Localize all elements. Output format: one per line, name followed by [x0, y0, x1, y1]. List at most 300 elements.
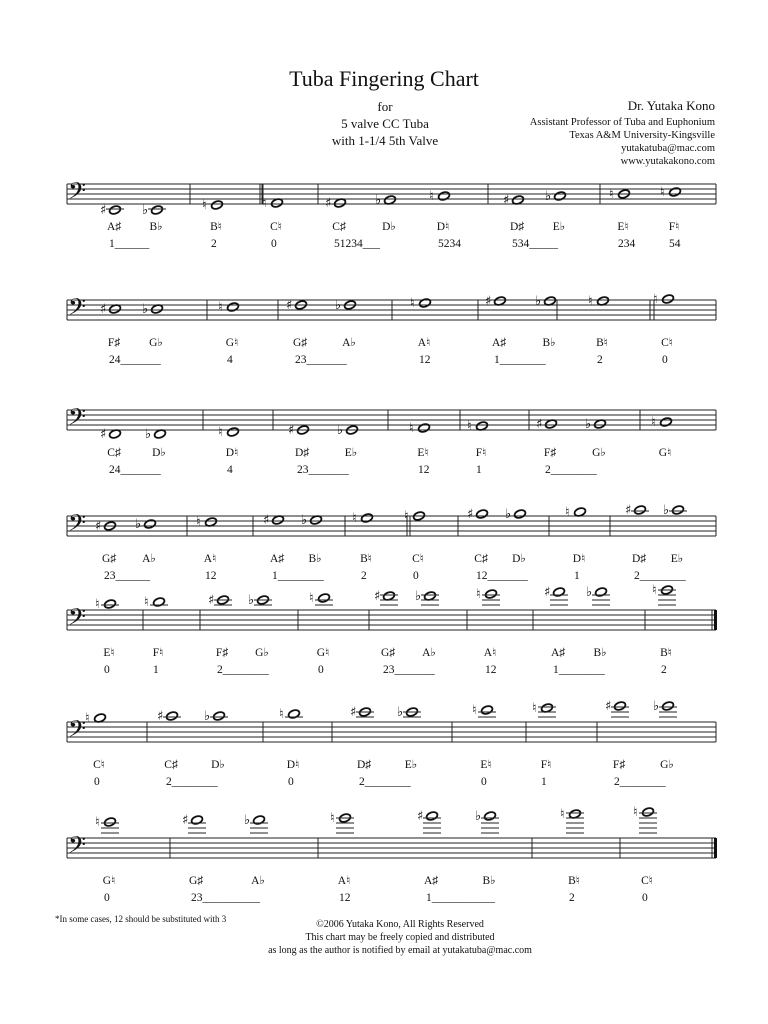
- accidental-icon: ♭: [535, 294, 542, 309]
- note-name: A♭: [251, 875, 265, 887]
- note-name: D♮: [225, 447, 239, 459]
- note-name: B♭: [593, 647, 607, 659]
- fingering: 2: [361, 570, 367, 582]
- notehead: [485, 589, 498, 600]
- fingering: 0: [481, 776, 487, 788]
- note-name: A♯: [550, 647, 566, 659]
- whole-note: [605, 699, 629, 717]
- note-name: E♭: [670, 553, 684, 565]
- note-name: A♯: [491, 337, 507, 349]
- note-name: A♯: [423, 875, 439, 887]
- fingering: 4: [227, 464, 233, 476]
- notehead: [634, 505, 647, 516]
- fingering: 0: [662, 354, 668, 366]
- note-name: D♯: [509, 221, 525, 233]
- fingering: 1___________: [426, 892, 495, 904]
- fingering: 0: [413, 570, 419, 582]
- whole-note: [503, 193, 524, 208]
- accidental-icon: ♮: [95, 815, 100, 830]
- note-name: C♮: [270, 221, 282, 233]
- accidental-icon: ♭: [475, 809, 482, 824]
- accidental-icon: ♮: [409, 421, 414, 436]
- accidental-icon: ♮: [476, 587, 481, 602]
- whole-note: [545, 189, 566, 204]
- note-name: G♯: [101, 553, 117, 565]
- bass-clef-icon: 𝄢: [68, 831, 87, 864]
- whole-note: [144, 595, 168, 610]
- notehead: [166, 711, 179, 722]
- accidental-icon: ♭: [415, 589, 422, 604]
- note-name: F♯: [215, 647, 229, 659]
- note-name: C♯: [474, 553, 488, 565]
- notehead: [151, 205, 164, 216]
- whole-note: [279, 707, 303, 722]
- whole-note: [374, 589, 398, 605]
- notehead: [104, 599, 117, 610]
- whole-note: [415, 589, 439, 605]
- accidental-icon: ♮: [633, 805, 638, 820]
- fingering: 4: [227, 354, 233, 366]
- note-name: G♯: [380, 647, 396, 659]
- subtitle-valve: with 1-1/4 5th Valve: [331, 133, 439, 148]
- accidental-icon: ♯: [263, 513, 270, 528]
- fingering: 2________: [166, 776, 218, 788]
- note-name: F♮: [475, 447, 487, 459]
- whole-note: [588, 294, 609, 309]
- whole-note: [660, 185, 681, 200]
- fingering: 1________: [494, 354, 546, 366]
- whole-note: [95, 815, 119, 833]
- note-name: E♮: [480, 759, 492, 771]
- accidental-icon: ♯: [417, 809, 424, 824]
- accidental-icon: ♮: [660, 185, 665, 200]
- accidental-icon: ♯: [350, 705, 357, 720]
- fingering: 0: [104, 664, 110, 676]
- accidental-icon: ♮: [202, 198, 207, 213]
- note-name: B♭: [149, 221, 163, 233]
- note-name: C♯: [107, 447, 121, 459]
- note-name: G♯: [292, 337, 308, 349]
- whole-note: [142, 203, 166, 218]
- bass-clef-icon: 𝄢: [68, 509, 87, 542]
- note-name: A♮: [203, 553, 217, 565]
- fingering: 2________: [614, 776, 666, 788]
- fingering: 1: [476, 464, 482, 476]
- note-name: C♮: [93, 759, 105, 771]
- accidental-icon: ♮: [429, 189, 434, 204]
- accidental-icon: ♭: [585, 417, 592, 432]
- accidental-icon: ♮: [262, 196, 267, 211]
- notehead: [426, 811, 439, 822]
- note-name: D♭: [512, 553, 526, 565]
- fingering: 2________: [359, 776, 411, 788]
- note-name: F♮: [152, 647, 164, 659]
- fingering: 1: [574, 570, 580, 582]
- notehead: [213, 711, 226, 722]
- notehead: [288, 709, 301, 720]
- accidental-icon: ♭: [663, 503, 670, 518]
- whole-note: [218, 425, 239, 440]
- whole-note: [586, 585, 610, 605]
- notehead: [109, 205, 122, 216]
- accidental-icon: ♯: [485, 294, 492, 309]
- whole-note: [652, 583, 676, 605]
- note-name: F♮: [540, 759, 552, 771]
- fingering: 2________: [634, 570, 686, 582]
- note-name: B♮: [660, 647, 672, 659]
- whole-note: [85, 711, 106, 726]
- accidental-icon: ♮: [651, 415, 656, 430]
- fingering: 534_____: [512, 238, 558, 250]
- fingering: 12_______: [476, 570, 528, 582]
- accidental-icon: ♮: [467, 419, 472, 434]
- notehead: [484, 811, 497, 822]
- accidental-icon: ♯: [286, 298, 293, 313]
- accidental-icon: ♭: [145, 427, 152, 442]
- accidental-icon: ♮: [565, 505, 570, 520]
- whole-note: [330, 811, 354, 833]
- fingering: 12: [419, 354, 431, 366]
- author-email: yutakatuba@mac.com: [621, 143, 715, 154]
- note-name: A♮: [417, 337, 431, 349]
- note-name: A♭: [342, 337, 356, 349]
- notehead: [662, 701, 675, 712]
- accidental-icon: ♭: [135, 517, 142, 532]
- final-bar-thick: [714, 610, 717, 630]
- fingering: 2: [211, 238, 217, 250]
- fingering: 1: [153, 664, 159, 676]
- accidental-icon: ♭: [586, 585, 593, 600]
- staff-row: [67, 177, 716, 250]
- note-name: F♮: [668, 221, 680, 233]
- accidental-icon: ♮: [196, 515, 201, 530]
- accidental-icon: ♮: [309, 591, 314, 606]
- accidental-icon: ♭: [335, 298, 342, 313]
- notehead: [476, 509, 489, 520]
- author-title: Assistant Professor of Tuba and Euphonium: [529, 117, 715, 128]
- fingering: 2: [661, 664, 667, 676]
- fingering: 1________: [272, 570, 324, 582]
- accidental-icon: ♮: [330, 811, 335, 826]
- author-website: www.yutakakono.com: [620, 156, 715, 167]
- whole-note: [653, 699, 677, 717]
- fingering: 23_______: [383, 664, 435, 676]
- whole-note: [202, 198, 223, 213]
- whole-note: [100, 203, 124, 218]
- note-name: A♯: [106, 221, 122, 233]
- whole-note: [565, 505, 586, 520]
- note-name: E♭: [404, 759, 418, 771]
- notehead: [211, 200, 224, 211]
- fingering: 0: [318, 664, 324, 676]
- accidental-icon: ♮: [85, 711, 90, 726]
- author-name: Dr. Yutaka Kono: [627, 98, 715, 113]
- note-name: G♯: [188, 875, 204, 887]
- fingering: 51234___: [334, 238, 380, 250]
- note-name: E♭: [552, 221, 566, 233]
- note-name: A♭: [422, 647, 436, 659]
- final-bar-thick: [714, 838, 717, 858]
- notehead: [642, 807, 655, 818]
- fingering: 0: [271, 238, 277, 250]
- accidental-icon: ♭: [375, 193, 382, 208]
- accidental-icon: ♯: [605, 699, 612, 714]
- fingering: 2________: [545, 464, 597, 476]
- fingering: 12: [339, 892, 351, 904]
- note-name: F♯: [543, 447, 557, 459]
- accidental-icon: ♮: [95, 597, 100, 612]
- notehead: [595, 587, 608, 598]
- whole-note: [397, 705, 421, 720]
- whole-note: [375, 193, 396, 208]
- whole-note: [560, 807, 584, 833]
- note-name: G♭: [592, 447, 606, 459]
- staff-row: [67, 805, 717, 904]
- bass-clef-icon: 𝄢: [68, 293, 87, 326]
- fingering: 234: [618, 238, 636, 250]
- notehead: [553, 587, 566, 598]
- accidental-icon: ♯: [288, 423, 295, 438]
- fingering: 0: [288, 776, 294, 788]
- accidental-icon: ♮: [410, 296, 415, 311]
- note-name: C♯: [164, 759, 178, 771]
- note-name: C♮: [641, 875, 653, 887]
- accidental-icon: ♯: [100, 427, 107, 442]
- notehead: [672, 505, 685, 516]
- accidental-icon: ♮: [144, 595, 149, 610]
- accidental-icon: ♭: [301, 513, 308, 528]
- accidental-icon: ♯: [536, 417, 543, 432]
- fingering: 24_______: [109, 464, 161, 476]
- note-name: E♭: [344, 447, 358, 459]
- contact-notice: as long as the author is notified by email at yutakatuba@mac.com: [268, 945, 532, 956]
- note-name: B♭: [542, 337, 556, 349]
- accidental-icon: ♮: [560, 807, 565, 822]
- whole-note: [505, 507, 526, 522]
- whole-note: [350, 705, 374, 720]
- fingering: 0: [94, 776, 100, 788]
- note-name: D♮: [572, 553, 586, 565]
- notehead: [104, 817, 117, 828]
- accidental-icon: ♯: [467, 507, 474, 522]
- accidental-icon: ♮: [652, 583, 657, 598]
- note-name: G♭: [660, 759, 674, 771]
- accidental-icon: ♮: [588, 294, 593, 309]
- whole-note: [485, 294, 506, 309]
- whole-note: [182, 813, 206, 833]
- accidental-icon: ♮: [218, 300, 223, 315]
- notehead: [438, 191, 451, 202]
- accidental-icon: ♯: [157, 709, 164, 724]
- fingering: 1: [541, 776, 547, 788]
- note-name: D♭: [382, 221, 396, 233]
- note-name: F♯: [107, 337, 121, 349]
- whole-note: [472, 703, 496, 718]
- author-university: Texas A&M University-Kingsville: [569, 130, 715, 141]
- fingering: 2: [569, 892, 575, 904]
- bass-clef-icon: 𝄢: [68, 715, 87, 748]
- whole-note: [633, 805, 657, 833]
- whole-note: [429, 189, 450, 204]
- notehead: [554, 191, 567, 202]
- staff-row: [67, 583, 717, 676]
- notehead: [227, 427, 240, 438]
- whole-note: [135, 517, 156, 532]
- staff-row: [67, 292, 716, 366]
- accidental-icon: ♭: [653, 699, 660, 714]
- accidental-icon: ♭: [397, 705, 404, 720]
- whole-note: [208, 593, 232, 608]
- fingering: 2________: [217, 664, 269, 676]
- whole-note: [651, 415, 672, 430]
- accidental-icon: ♮: [279, 707, 284, 722]
- whole-note: [218, 300, 239, 315]
- accidental-icon: ♯: [374, 589, 381, 604]
- footnote: *In some cases, 12 should be substituted with 3: [55, 914, 227, 924]
- staff-row: [67, 403, 716, 476]
- notehead: [153, 597, 166, 608]
- accidental-icon: ♮: [532, 701, 537, 716]
- note-name: A♭: [142, 553, 156, 565]
- fingering: 54: [669, 238, 681, 250]
- accidental-icon: ♭: [248, 593, 255, 608]
- accidental-icon: ♯: [95, 519, 102, 534]
- notehead: [318, 593, 331, 604]
- whole-note: [244, 813, 268, 833]
- staff-row: [67, 699, 716, 788]
- fingering: 1______: [109, 238, 150, 250]
- note-name: D♯: [356, 759, 372, 771]
- note-name: G♭: [149, 337, 163, 349]
- accidental-icon: ♯: [544, 585, 551, 600]
- bass-clef-icon: 𝄢: [68, 177, 87, 210]
- note-name: E♮: [417, 447, 429, 459]
- bass-clef-icon: 𝄢: [68, 603, 87, 636]
- note-name: D♭: [152, 447, 166, 459]
- accidental-icon: ♭: [204, 709, 211, 724]
- note-name: C♯: [332, 221, 346, 233]
- subtitle-instrument: 5 valve CC Tuba: [341, 116, 429, 131]
- chart-title: Tuba Fingering Chart: [289, 66, 479, 91]
- notehead: [614, 701, 627, 712]
- whole-note: [535, 294, 556, 309]
- note-name: G♮: [225, 337, 239, 349]
- accidental-icon: ♮: [352, 511, 357, 526]
- note-name: A♯: [269, 553, 285, 565]
- note-name: B♮: [568, 875, 580, 887]
- staff-row: [67, 503, 716, 582]
- fingering: 12: [205, 570, 217, 582]
- accidental-icon: ♭: [142, 203, 149, 218]
- whole-note: [248, 593, 272, 608]
- notehead: [662, 294, 675, 305]
- accidental-icon: ♯: [100, 203, 107, 218]
- notehead: [191, 815, 204, 826]
- accidental-icon: ♯: [625, 503, 632, 518]
- note-name: A♮: [337, 875, 351, 887]
- note-name: A♮: [483, 647, 497, 659]
- accidental-icon: ♮: [472, 703, 477, 718]
- fingering: 0: [642, 892, 648, 904]
- whole-note: [475, 809, 499, 833]
- whole-note: [309, 591, 333, 606]
- accidental-icon: ♭: [545, 189, 552, 204]
- note-name: G♭: [255, 647, 269, 659]
- subtitle-for: for: [377, 99, 393, 114]
- notehead: [144, 519, 157, 530]
- bass-clef-icon: 𝄢: [68, 403, 87, 436]
- whole-note: [467, 507, 488, 522]
- whole-note: [409, 421, 430, 436]
- accidental-icon: ♮: [218, 425, 223, 440]
- note-name: D♯: [631, 553, 647, 565]
- note-name: D♮: [436, 221, 450, 233]
- note-name: B♭: [482, 875, 496, 887]
- notehead: [660, 417, 673, 428]
- whole-note: [352, 511, 373, 526]
- whole-note: [532, 701, 556, 717]
- note-name: B♭: [308, 553, 322, 565]
- notehead: [361, 513, 374, 524]
- note-name: B♮: [210, 221, 222, 233]
- note-name: E♮: [103, 647, 115, 659]
- accidental-icon: ♭: [244, 813, 251, 828]
- distribution-notice: This chart may be freely copied and distributed: [305, 932, 495, 943]
- note-name: F♯: [612, 759, 626, 771]
- accidental-icon: ♯: [182, 813, 189, 828]
- accidental-icon: ♭: [142, 302, 149, 317]
- note-name: D♭: [211, 759, 225, 771]
- note-name: B♮: [596, 337, 608, 349]
- fingering: 23__________: [191, 892, 260, 904]
- note-name: B♮: [360, 553, 372, 565]
- whole-note: [476, 587, 500, 605]
- note-name: G♮: [658, 447, 672, 459]
- accidental-icon: ♭: [505, 507, 512, 522]
- note-name: E♮: [617, 221, 629, 233]
- notehead: [227, 302, 240, 313]
- fingering: 23_______: [295, 354, 347, 366]
- fingering: 12: [485, 664, 497, 676]
- fingering: 12: [418, 464, 430, 476]
- fingering: 23______: [104, 570, 150, 582]
- fingering: 0: [104, 892, 110, 904]
- whole-note: [100, 427, 121, 442]
- notehead: [514, 509, 527, 520]
- copyright-notice: ©2006 Yutaka Kono, All Rights Reserved: [316, 919, 484, 930]
- notehead: [418, 423, 431, 434]
- fingering: 23_______: [297, 464, 349, 476]
- whole-note: [417, 809, 441, 833]
- accidental-icon: ♯: [325, 196, 332, 211]
- notehead: [253, 815, 266, 826]
- accidental-icon: ♮: [609, 187, 614, 202]
- accidental-icon: ♯: [208, 593, 215, 608]
- note-name: C♮: [661, 337, 673, 349]
- fingering: 2: [597, 354, 603, 366]
- whole-note: [467, 419, 488, 434]
- accidental-icon: ♯: [100, 302, 107, 317]
- notehead: [419, 298, 432, 309]
- accidental-icon: ♮: [404, 509, 409, 524]
- notehead: [481, 705, 494, 716]
- note-name: G♮: [316, 647, 330, 659]
- whole-note: [145, 427, 166, 442]
- note-name: D♯: [294, 447, 310, 459]
- note-name: C♮: [412, 553, 424, 565]
- accidental-icon: ♭: [337, 423, 344, 438]
- fingering: 5234: [438, 238, 461, 250]
